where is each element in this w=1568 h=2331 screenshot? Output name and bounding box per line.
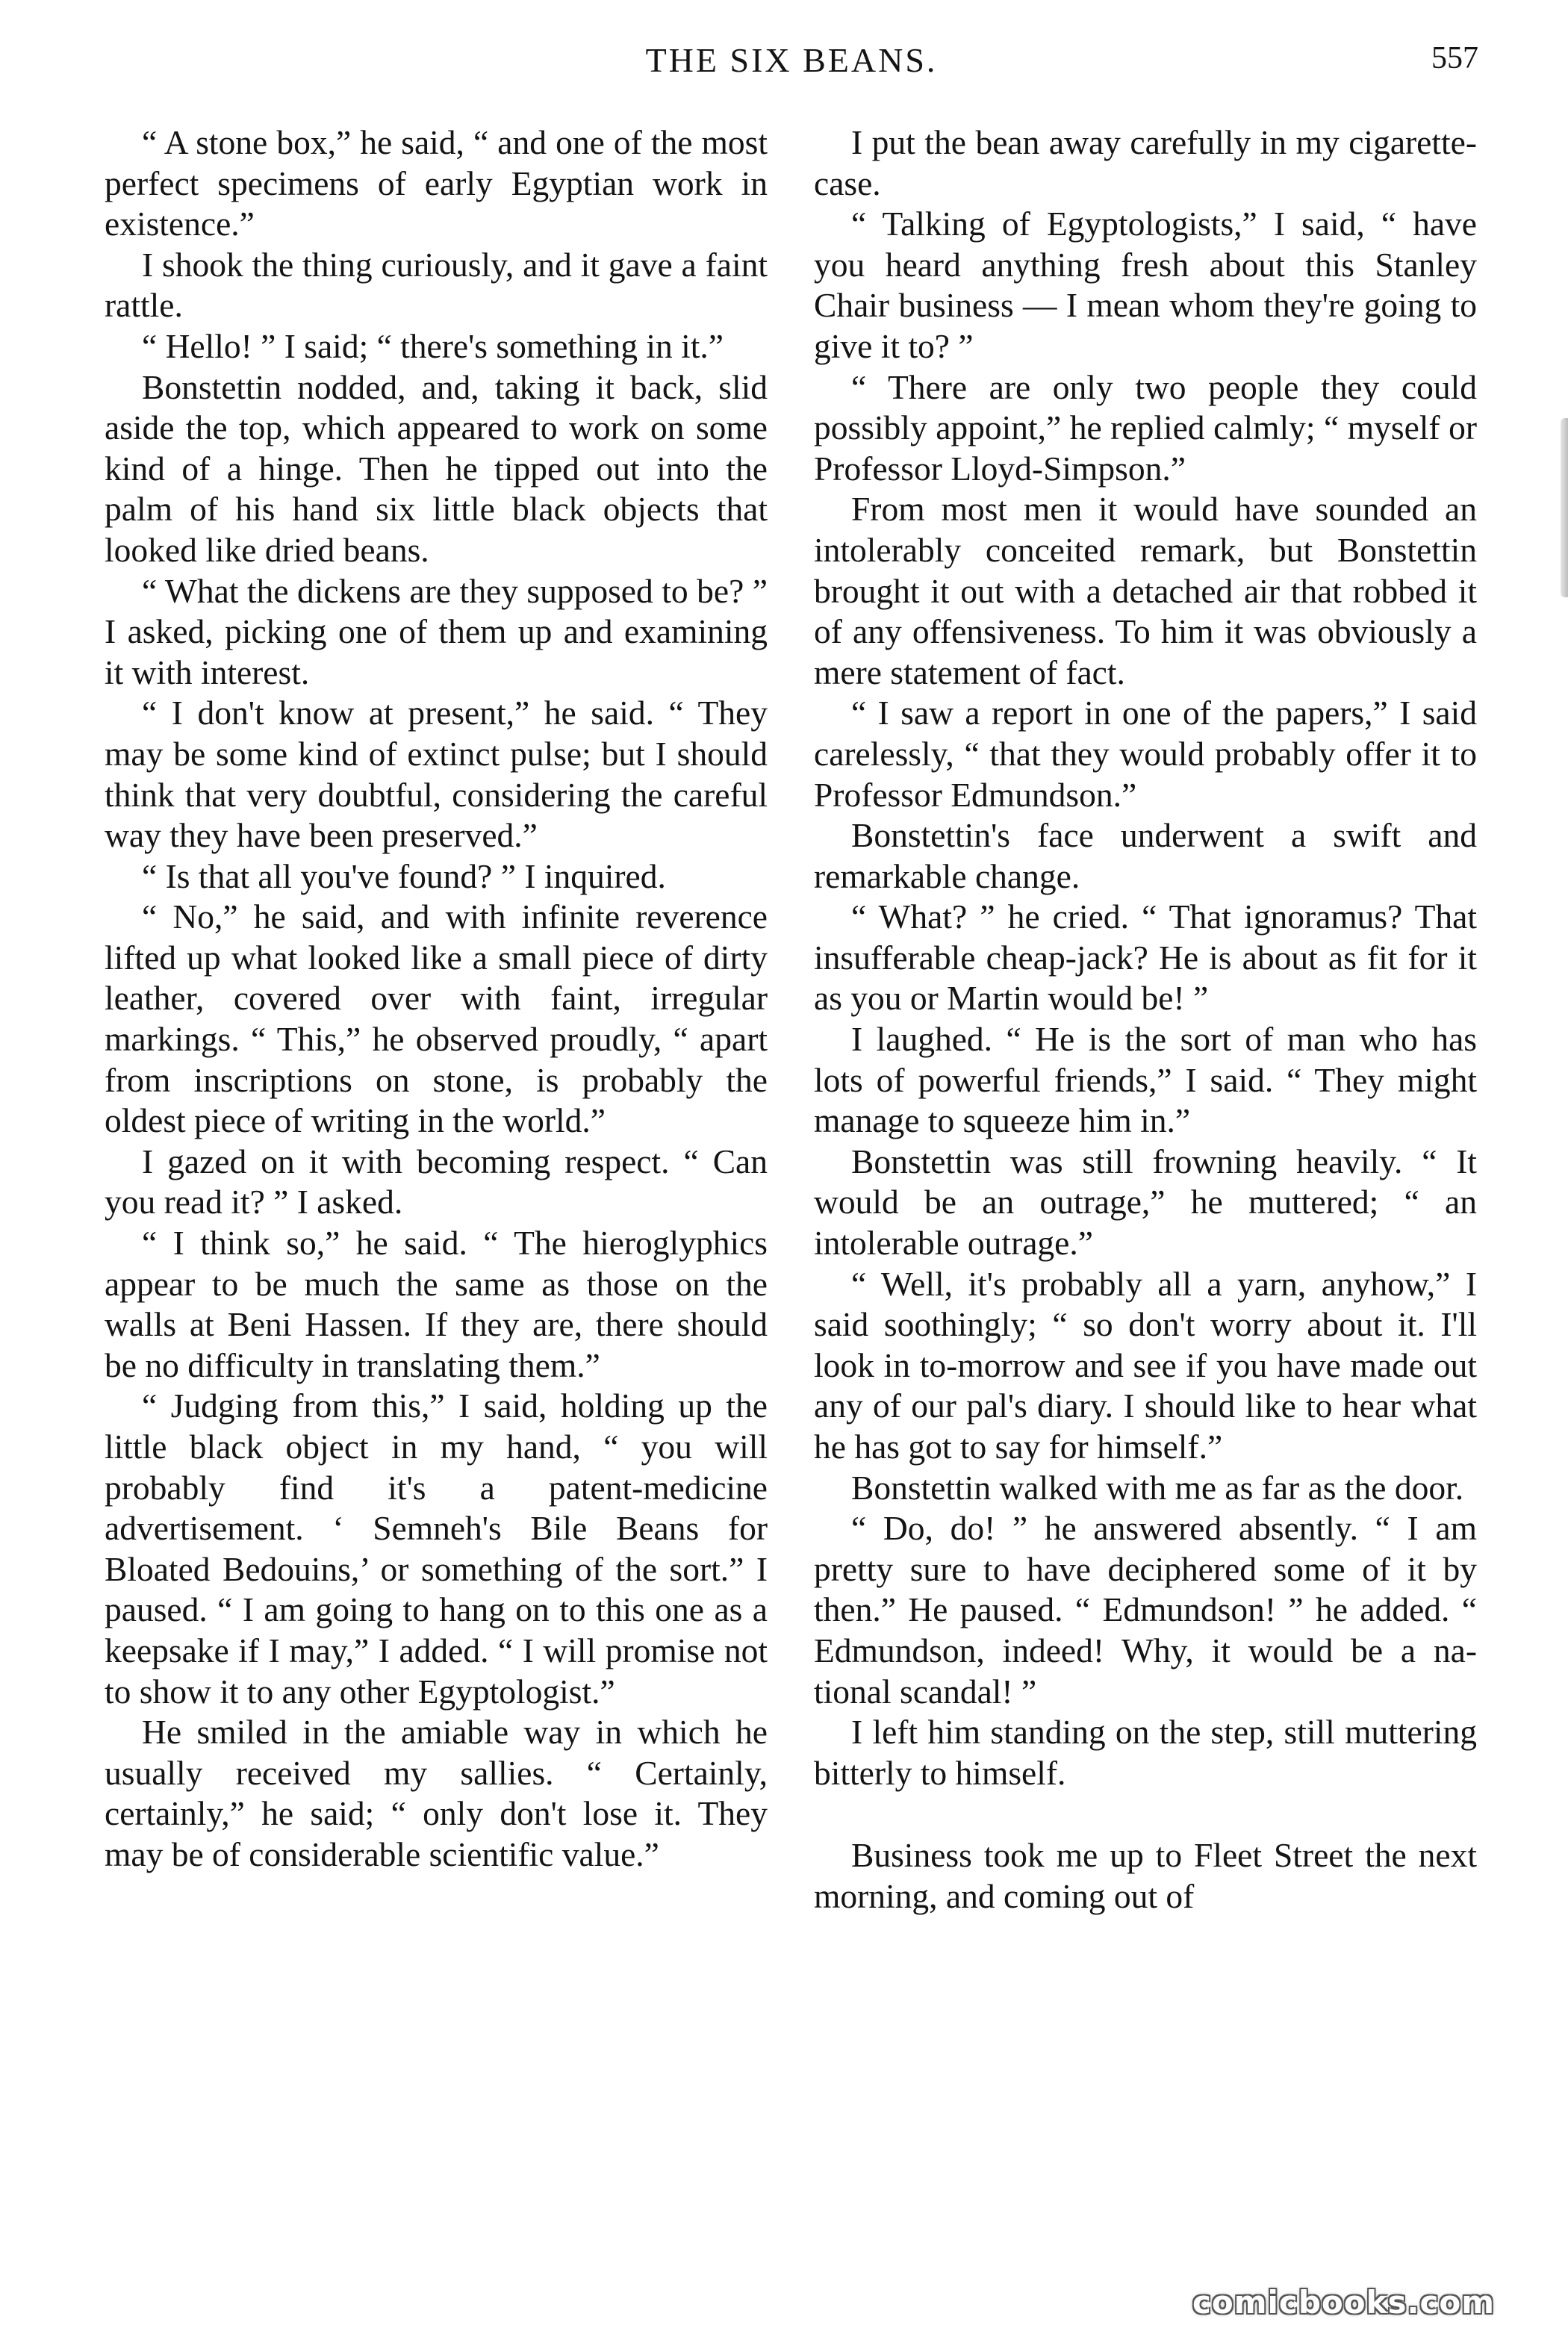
paragraph: Bonstettin walked with me as far as the door. — [851, 1468, 1464, 1507]
paragraph: “ What the dickens are they supposed to be? ” I asked, picking one of them up and examining it with interest. — [105, 571, 768, 691]
running-title: THE SIX BEANS. — [645, 41, 938, 79]
left-column — [105, 122, 768, 1876]
paragraph: I laughed. “ He is the sort of man who has lots of powerful friends,” I said. “ They might manage to squeeze him in.” — [814, 1020, 1477, 1140]
paragraph: “ There are only two people they could possibly appoint,” he replied calmly; “ myself or Professor Lloyd-Simpson.” — [814, 367, 1477, 488]
paragraph: I gazed on it with becoming respect. “ Can you read it? ” I asked. — [105, 1142, 768, 1221]
paragraph: “ I saw a report in one of the papers,” I said carelessly, “ that they would probably offer it to Professor Edmundson.” — [814, 694, 1477, 814]
paragraph: “ No,” he said, and with infinite reverence lifted up what looked like a small piece of dirty leather, covered over with faint, irregular markings. “ This,” he observed proudly, “ apart from inscriptions on stone, is probably the oldest piece of writing in the world.” — [105, 897, 768, 1140]
paragraph: I put the bean away carefully in my cigarette-case. — [814, 123, 1477, 202]
page-edge-shadow — [1561, 418, 1568, 597]
paragraph: I left him standing on the step, still muttering bitterly to himself. — [814, 1713, 1477, 1792]
paragraph: I shook the thing curiously, and it gave a faint rattle. — [105, 245, 768, 325]
paragraph: Bonstettin was still frowning heavily. “ It would be an outrage,” he muttered; “ an intolerable outrage.” — [814, 1142, 1477, 1263]
paragraph: “ Well, it's probably all a yarn, anyhow,” I said soothingly; “ so don't worry about it. I'll look in to-morrow and see if you have made out any of our pal's diary. I should like to hear what he has got to say for himself.” — [814, 1264, 1477, 1466]
paragraph: “ Do, do! ” he answered absently. “ I am pretty sure to have deciphered some of it by then.” He paused. “ Edmundson! ” he added. “ Edmundson, indeed! Why, it would be a national scandal! ” — [814, 1509, 1477, 1711]
paragraph: “ Talking of Egyptologists,” I said, “ have you heard anything fresh about this Stanley Chair business — I mean whom they're going to give it to? ” — [814, 205, 1477, 365]
paragraph-new-section: Business took me up to Fleet Street the next morning, and coming out of — [814, 1836, 1477, 1915]
paragraph: “ Judging from this,” I said, holding up the little black object in my hand, “ you will probably find it's a patent-medicine advertisement. ‘ Semneh's Bile Beans for Bloated Bedouins,’ or something of the sort.” I paused. “ I am going to hang on to this one as a keepsake if I may,” I added. “ I will promise not to show it to any other Egyptologist.” — [105, 1387, 768, 1711]
paragraph: “ Is that all you've found? ” I inquired. — [142, 856, 666, 895]
paragraph: “ Hello! ” I said; “ there's something in it.” — [142, 326, 724, 365]
paragraph: “ I think so,” he said. “ The hieroglyphics appear to be much the same as those on the walls at Beni Hassen. If they are, there should be no difficulty in translating them.” — [105, 1224, 768, 1384]
page-number: 557 — [1431, 41, 1478, 75]
paragraph: From most men it would have sounded an intolerably conceited remark, but Bonstettin brought it out with a detached air that robbed it of any offensiveness. To him it was obviously a mere statement of fact. — [814, 490, 1477, 691]
paragraph: “ A stone box,” he said, “ and one of the most perfect specimens of early Egyptian work in existence.” — [105, 123, 768, 243]
paragraph: “ I don't know at present,” he said. “ They may be some kind of extinct pulse; but I should think that very doubtful, considering the careful way they have been preserved.” — [105, 694, 768, 855]
right-column — [814, 122, 1477, 1917]
paragraph: “ What? ” he cried. “ That ignoramus? That insufferable cheap-jack? He is about as fit for it as you or Martin would be! ” — [814, 897, 1477, 1018]
paragraph: Bonstettin nodded, and, taking it back, slid aside the top, which appeared to work on some kind of a hinge. Then he tipped out into the palm of his hand six little black objects that looked like dried beans. — [105, 367, 768, 569]
page-header — [105, 36, 1478, 88]
paragraph: He smiled in the amiable way in which he usually received my sallies. “ Certainly, certainly,” he said; “ only don't lose it. They may be of considerable scientific value.” — [105, 1713, 768, 1873]
site-watermark: comicbooks.com — [1192, 2284, 1495, 2321]
paragraph: Bonstettin's face underwent a swift and remarkable change. — [814, 816, 1477, 895]
